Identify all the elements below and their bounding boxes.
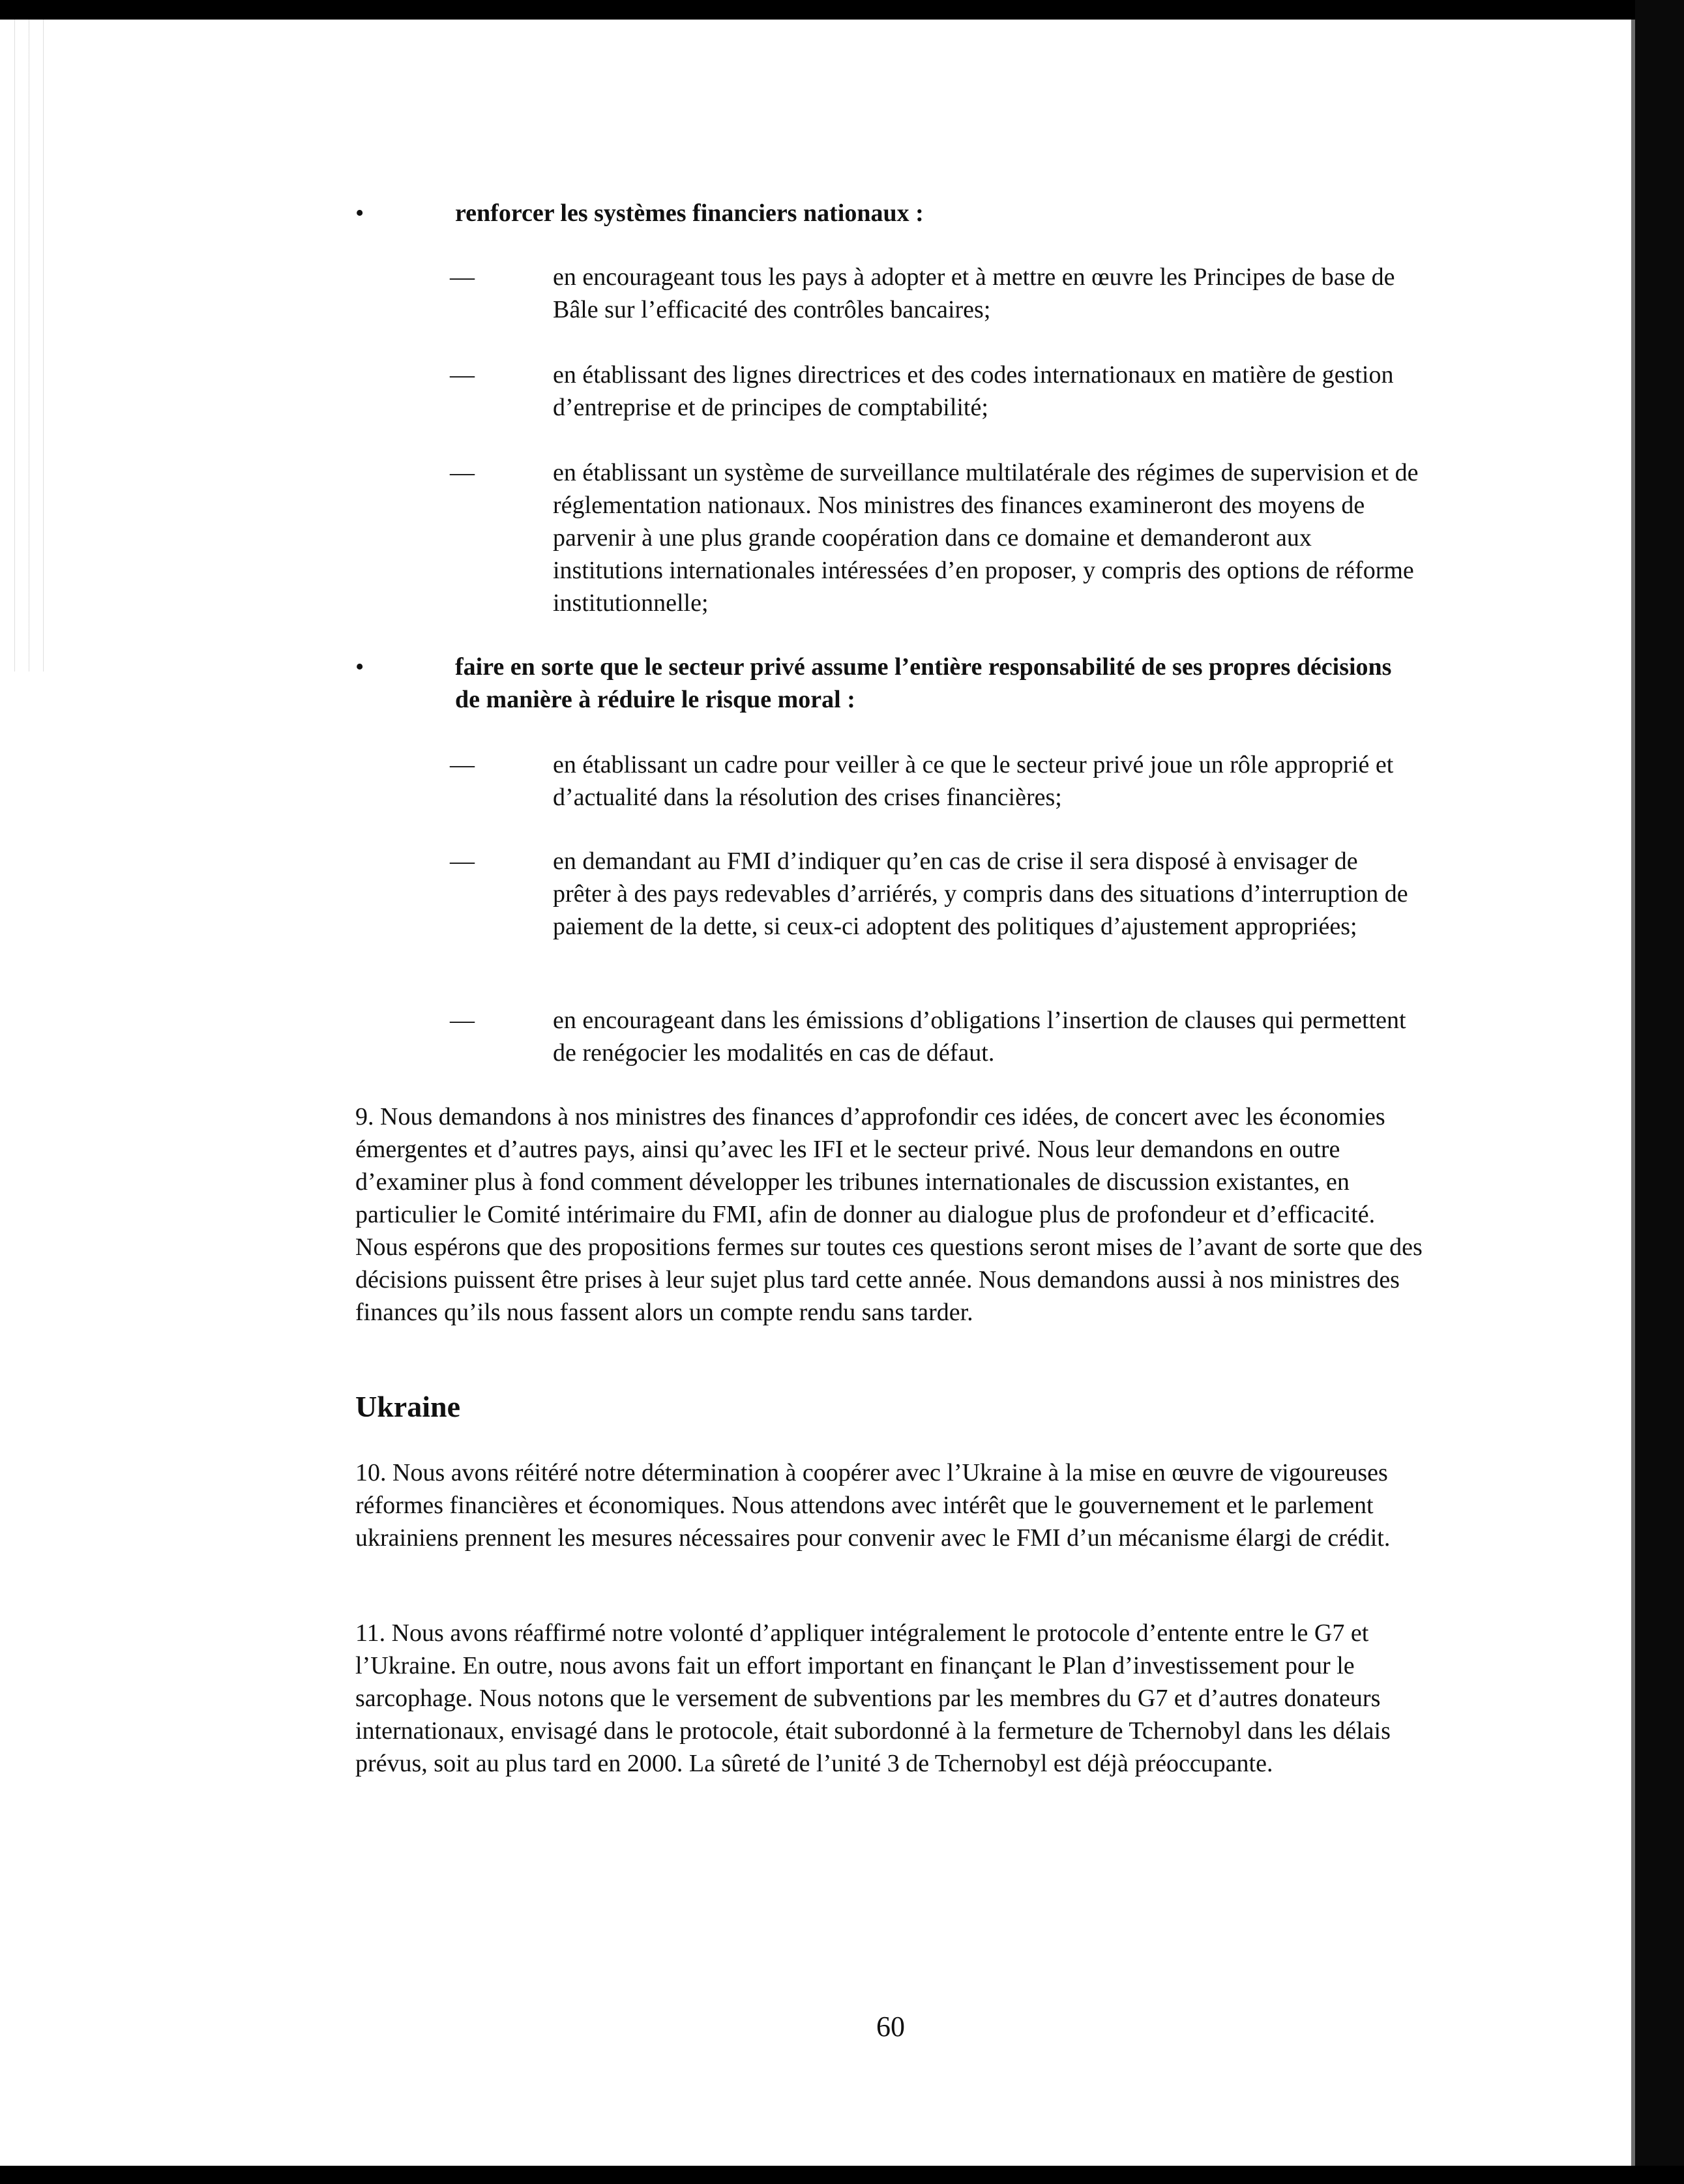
bullet-heading-1: renforcer les systèmes financiers nationaux : — [455, 199, 924, 227]
dash-marker: — — [450, 848, 475, 875]
subitem-text: en établissant des lignes directrices et des codes internationaux en matière de gestion d’entreprise et de principes de comptabilité; — [553, 361, 1394, 421]
bullet-marker: • — [355, 199, 364, 227]
dash-marker: — — [450, 751, 475, 778]
subitem-text: en établissant un cadre pour veiller à ce que le secteur privé joue un rôle approprié et d’actualité dans la résolution des crises financières; — [553, 751, 1394, 811]
paragraph-9: 9. Nous demandons à nos ministres des finances d’approfondir ces idées, de concert avec les économies émergentes et d’autres pays, ainsi qu’avec les IFI et le secteur privé. Nous leur demandons en outre d’examiner plus à fond comment développer les tribunes internationales de discussion existantes, en particulier le Comité intérimaire du FMI, afin de donner au dialogue plus de profondeur et d’efficacité. Nous espérons que des propositions fermes sur toutes ces questions seront mises de l’avant de sorte que des décisions puissent être prises à leur sujet plus tard cette année. Nous demandons aussi à nos ministres des finances qu’ils nous fassent alors un compte rendu sans tarder. — [355, 1103, 1423, 1326]
bullet-marker: • — [355, 653, 364, 681]
dash-marker: — — [450, 1007, 475, 1034]
section-heading: Ukraine — [355, 1390, 460, 1423]
dash-marker: — — [450, 459, 475, 486]
subitem-text: en établissant un système de surveillance multilatérale des régimes de supervision et de réglementation nationaux. Nos ministres des finances examineront des moyens de parvenir à une plus grande coopération dans ce domaine et demanderont aux institutions internationales intéressées d’en proposer, y compris des options de réforme institutionnelle; — [553, 459, 1419, 617]
subitem-text: en demandant au FMI d’indiquer qu’en cas de crise il sera disposé à envisager de prêter à des pays redevables d’arriérés, y compris dans des situations d’interruption de paiement de la dette, si ceux-ci adoptent des politiques d’ajustement appropriées; — [553, 848, 1408, 940]
dash-marker: — — [450, 361, 475, 389]
dash-marker: — — [450, 263, 475, 291]
subitem-text: en encourageant tous les pays à adopter et à mettre en œuvre les Principes de base de Bâle sur l’efficacité des contrôles bancaires; — [553, 263, 1395, 323]
bullet-heading-2: faire en sorte que le secteur privé assume l’entière responsabilité de ses propres décisions de manière à réduire le risque moral : — [455, 653, 1392, 713]
page-number: 60 — [876, 2011, 905, 2043]
subitem-text: en encourageant dans les émissions d’obligations l’insertion de clauses qui permettent de renégocier les modalités en cas de défaut. — [553, 1007, 1406, 1067]
paragraph-10: 10. Nous avons réitéré notre détermination à coopérer avec l’Ukraine à la mise en œuvre de vigoureuses réformes financières et économiques. Nous attendons avec intérêt que le gouvernement et le parlement ukrainiens prennent les mesures nécessaires pour convenir avec le FMI d’un mécanisme élargi de crédit. — [355, 1459, 1391, 1552]
paragraph-11: 11. Nous avons réaffirmé notre volonté d’appliquer intégralement le protocole d’entente entre le G7 et l’Ukraine. En outre, nous avons fait un effort important en finançant le Plan d’investissement pour le sarcophage. Nous notons que le versement de subventions par les membres du G7 et d’autres donateurs internationaux, envisagé dans le protocole, était subordonné à la fermeture de Tchernobyl dans les délais prévus, soit au plus tard en 2000. La sûreté de l’unité 3 de Tchernobyl est déjà préoccupante. — [355, 1619, 1391, 1777]
